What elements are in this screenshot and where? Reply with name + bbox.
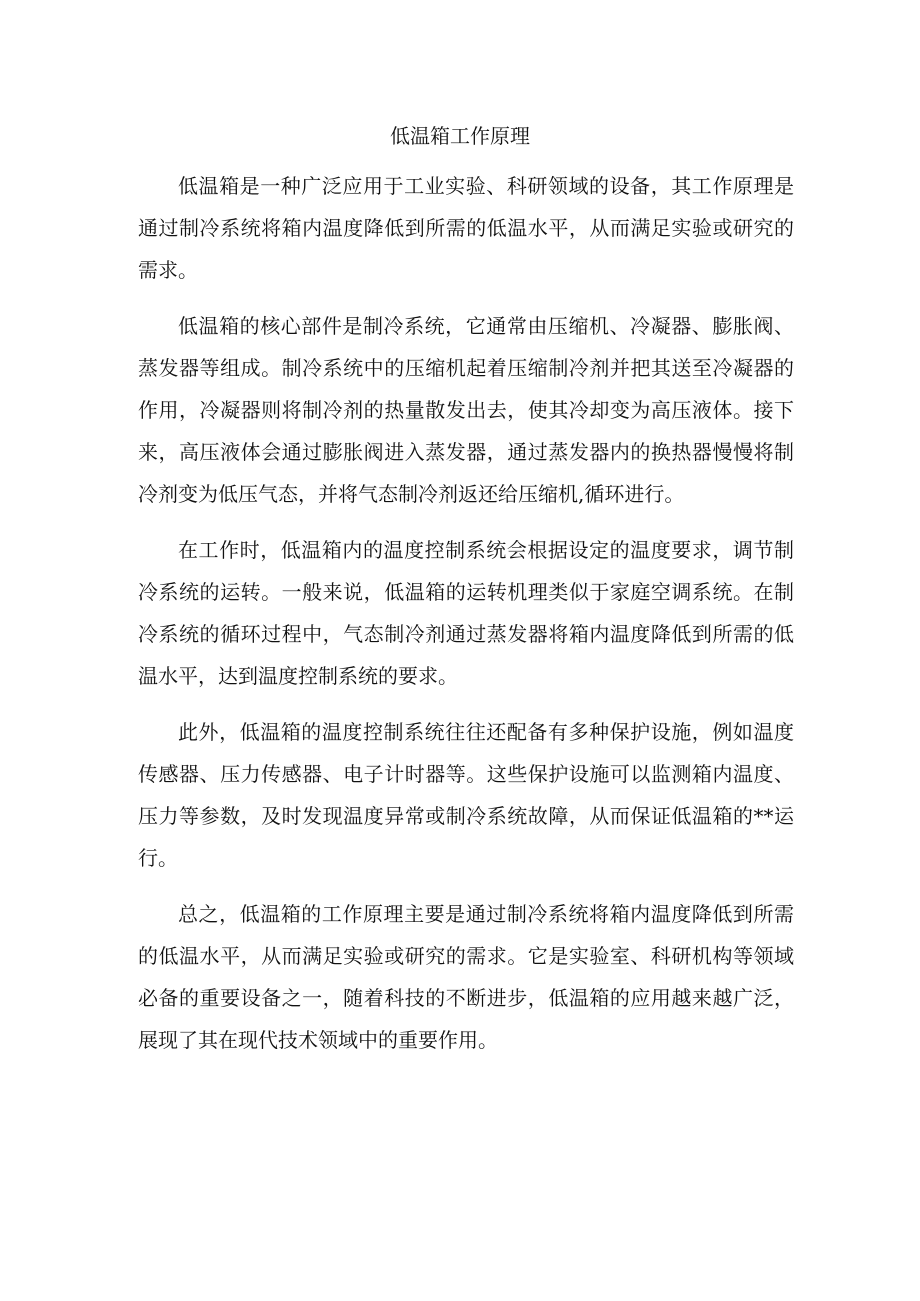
- document-body: [138, 165, 794, 1075]
- paragraph-5: 总之，低温箱的工作原理主要是通过制冷系统将箱内温度降低到所需的低温水平，从而满足实验或研究的需求。它是实验室、科研机构等领域必备的重要设备之一，随着科技的不断进步，低温箱的应用越来越广泛，展现了其在现代技术领域中的重要作用。: [138, 902, 794, 1052]
- paragraph-1: 低温箱是一种广泛应用于工业实验、科研领域的设备，其工作原理是通过制冷系统将箱内温度降低到所需的低温水平，从而满足实验或研究的需求。: [138, 174, 794, 282]
- paragraph-3: 在工作时，低温箱内的温度控制系统会根据设定的温度要求，调节制冷系统的运转。一般来说，低温箱的运转机理类似于家庭空调系统。在制冷系统的循环过程中，气态制冷剂通过蒸发器将箱内温度降低到所需的低温水平，达到温度控制系统的要求。: [138, 538, 794, 688]
- paragraph-4: 此外，低温箱的温度控制系统往往还配备有多种保护设施，例如温度传感器、压力传感器、电子计时器等。这些保护设施可以监测箱内温度、压力等参数，及时发现温度异常或制冷系统故障，从而保证低温箱的**运行。: [138, 720, 794, 870]
- document-title: 低温箱工作原理: [390, 124, 530, 148]
- paragraph-2: 低温箱的核心部件是制冷系统，它通常由压缩机、冷凝器、膨胀阀、蒸发器等组成。制冷系统中的压缩机起着压缩制冷剂并把其送至冷凝器的作用，冷凝器则将制冷剂的热量散发出去，使其冷却变为高压液体。接下来，高压液体会通过膨胀阀进入蒸发器，通过蒸发器内的换热器慢慢将制冷剂变为低压气态，并将气态制冷剂返还给压缩机,循环进行。: [138, 314, 794, 506]
